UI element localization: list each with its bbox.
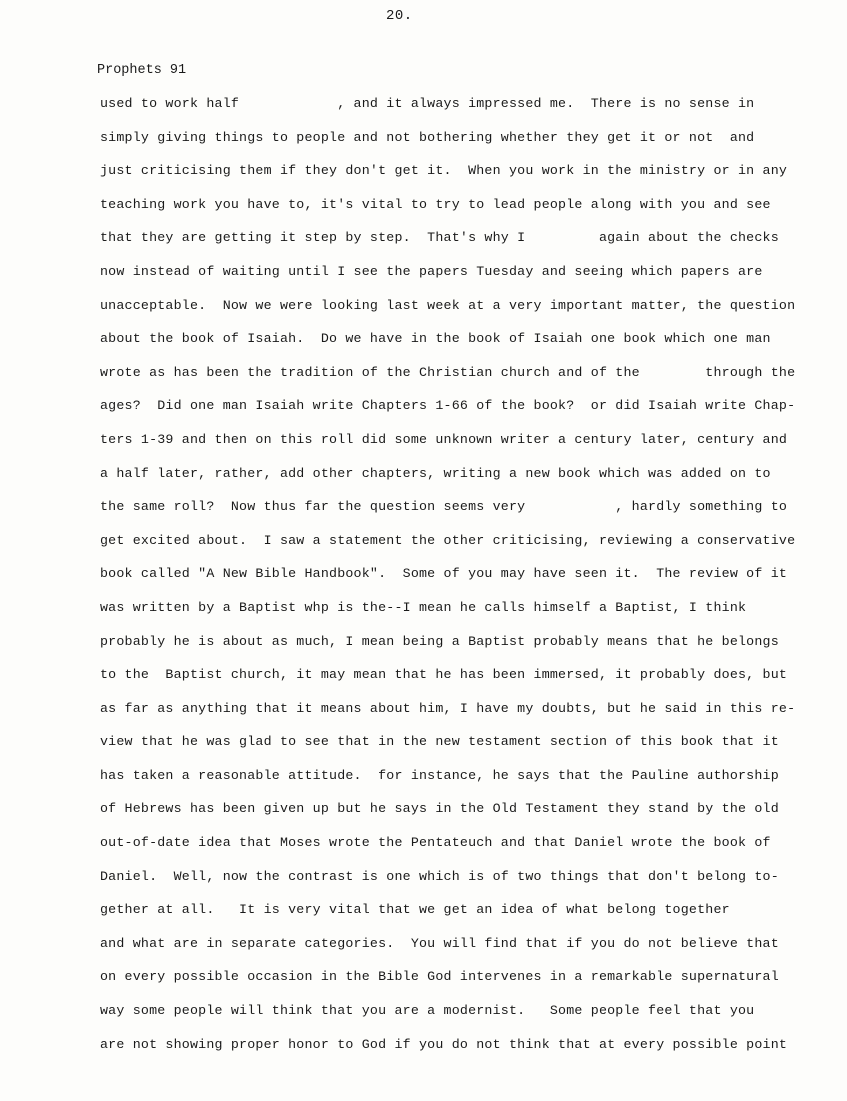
- text-line: teaching work you have to, it's vital to try to lead people along with you and see: [100, 196, 771, 212]
- text-line: as far as anything that it means about him, I have my doubts, but he said in this re-: [100, 700, 796, 716]
- body-text: [100, 95, 830, 1069]
- text-line: probably he is about as much, I mean being a Baptist probably means that he belongs: [100, 633, 779, 649]
- text-line: are not showing proper honor to God if you do not think that at every possible point: [100, 1036, 788, 1052]
- text-line: ages? Did one man Isaiah write Chapters 1-66 of the book? or did Isaiah write Chap-: [100, 398, 796, 414]
- document-header: Prophets 91: [97, 63, 187, 78]
- text-line: and what are in separate categories. You will find that if you do not believe that: [100, 935, 779, 951]
- text-line: now instead of waiting until I see the papers Tuesday and seeing which papers are: [100, 263, 763, 279]
- text-line: Daniel. Well, now the contrast is one which is of two things that don't belong to-: [100, 868, 779, 884]
- text-line: wrote as has been the tradition of the Christian church and of the through the: [100, 364, 796, 380]
- text-line: that they are getting it step by step. That's why I again about the checks: [100, 230, 779, 246]
- text-line: used to work half , and it always impressed me. There is no sense in: [100, 96, 755, 111]
- text-line: view that he was glad to see that in the new testament section of this book that it: [100, 734, 779, 750]
- text-line: of Hebrews has been given up but he says in the Old Testament they stand by the old: [100, 801, 779, 817]
- text-line: has taken a reasonable attitude. for instance, he says that the Pauline authorship: [100, 767, 779, 783]
- text-line: ters 1-39 and then on this roll did some unknown writer a century later, century and: [100, 431, 788, 447]
- text-line: to the Baptist church, it may mean that he has been immersed, it probably does, but: [100, 667, 788, 683]
- text-line: about the book of Isaiah. Do we have in the book of Isaiah one book which one man: [100, 331, 771, 347]
- text-line: get excited about. I saw a statement the other criticising, reviewing a conservative: [100, 532, 796, 548]
- text-line: way some people will think that you are a modernist. Some people feel that you: [100, 1003, 755, 1019]
- text-line: out-of-date idea that Moses wrote the Pentateuch and that Daniel wrote the book of: [100, 835, 771, 851]
- page-number: 20.: [386, 8, 413, 24]
- text-line: a half later, rather, add other chapters, writing a new book which was added on to: [100, 465, 771, 481]
- text-line: unacceptable. Now we were looking last week at a very important matter, the question: [100, 297, 796, 313]
- text-line: the same roll? Now thus far the question seems very , hardly something to: [100, 499, 788, 515]
- text-line: book called "A New Bible Handbook". Some of you may have seen it. The review of it: [100, 566, 788, 582]
- text-line: gether at all. It is very vital that we get an idea of what belong together: [100, 902, 730, 918]
- text-line: just criticising them if they don't get it. When you work in the ministry or in any: [100, 163, 788, 179]
- text-line: on every possible occasion in the Bible God intervenes in a remarkable supernatural: [100, 969, 779, 985]
- text-line: was written by a Baptist whp is the--I mean he calls himself a Baptist, I think: [100, 599, 747, 615]
- text-line: simply giving things to people and not bothering whether they get it or not and: [100, 129, 755, 145]
